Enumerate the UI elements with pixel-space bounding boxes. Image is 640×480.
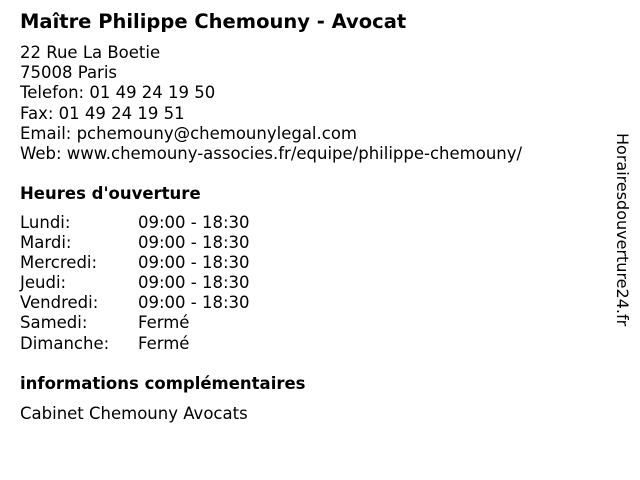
hours-row-sunday bbox=[20, 334, 250, 354]
hours-day: Dimanche: bbox=[20, 333, 110, 353]
website-text: Web: www.chemouny-associes.fr/equipe/philippe-chemouny/ bbox=[20, 144, 523, 164]
hours-time: 09:00 - 18:30 bbox=[138, 253, 250, 273]
hours-row-wednesday bbox=[20, 253, 250, 273]
hours-time: Fermé bbox=[138, 313, 190, 333]
hours-row-friday bbox=[20, 293, 250, 313]
hours-table bbox=[20, 213, 250, 354]
page-title: Maître Philippe Chemouny - Avocat bbox=[20, 10, 407, 33]
hours-row-monday bbox=[20, 213, 250, 233]
extra-info-heading: informations complémentaires bbox=[20, 374, 306, 393]
hours-time: 09:00 - 18:30 bbox=[138, 293, 250, 313]
fax-text: Fax: 01 49 24 19 51 bbox=[20, 103, 185, 123]
hours-heading: Heures d'ouverture bbox=[20, 184, 201, 203]
hours-day: Samedi: bbox=[20, 313, 88, 333]
address-city: 75008 Paris bbox=[20, 63, 118, 83]
hours-row-thursday bbox=[20, 273, 250, 293]
hours-row-saturday bbox=[20, 313, 250, 333]
hours-day: Jeudi: bbox=[20, 273, 67, 293]
hours-time: 09:00 - 18:30 bbox=[138, 213, 250, 232]
hours-day: Vendredi: bbox=[20, 293, 99, 313]
hours-day: Mercredi: bbox=[20, 253, 98, 273]
hours-time: Fermé bbox=[138, 333, 190, 353]
hours-time: 09:00 - 18:30 bbox=[138, 273, 250, 293]
hours-day: Lundi: bbox=[20, 213, 71, 232]
address-street: 22 Rue La Boetie bbox=[20, 43, 161, 62]
hours-row-tuesday bbox=[20, 233, 250, 253]
brand-watermark: Horairesdouverture24.fr bbox=[613, 133, 632, 327]
phone-text: Telefon: 01 49 24 19 50 bbox=[20, 83, 216, 103]
contact-block bbox=[20, 43, 522, 164]
hours-time: 09:00 - 18:30 bbox=[138, 233, 250, 253]
email-text: Email: pchemouny@chemounylegal.com bbox=[20, 123, 358, 143]
hours-day: Mardi: bbox=[20, 233, 72, 253]
extra-info-text: Cabinet Chemouny Avocats bbox=[20, 404, 248, 423]
